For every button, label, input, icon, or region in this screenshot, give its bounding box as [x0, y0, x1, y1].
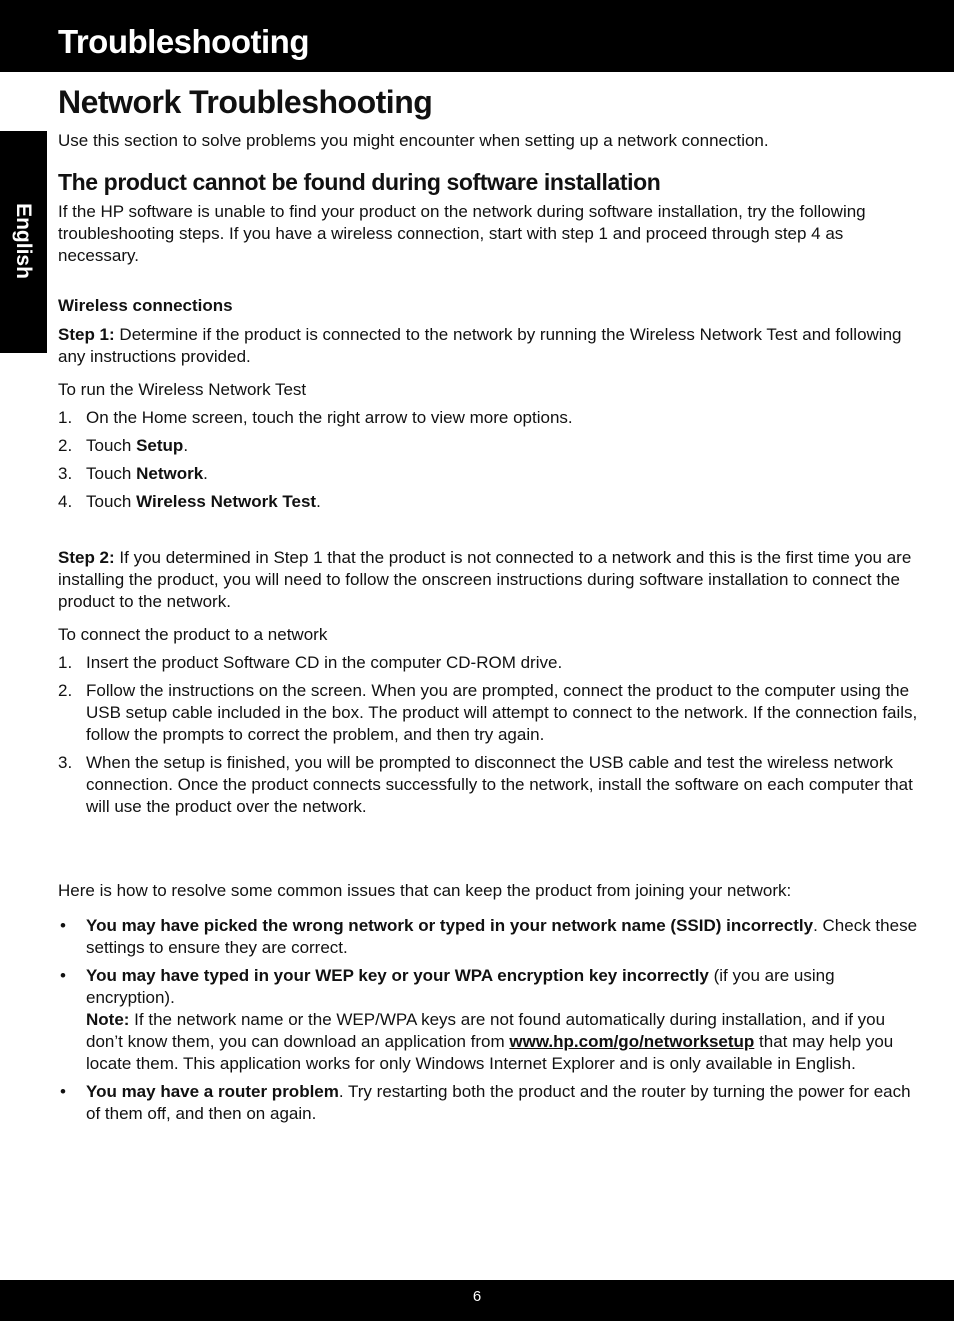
subsection-title: The product cannot be found during software installation	[58, 169, 661, 195]
list-text: Follow the instructions on the screen. When you are prompted, connect the product to the computer using the USB setup cable included in the box. The product will attempt to connect to the network. If the connection fails, follow the prompts to correct the problem, and then try again.	[86, 681, 918, 744]
list-item	[58, 1081, 924, 1125]
list-number: 3.	[58, 753, 73, 772]
list-item	[58, 463, 924, 485]
connect-steps-list	[58, 652, 924, 818]
list-number: 2.	[58, 436, 73, 455]
test-intro: To run the Wireless Network Test	[58, 380, 307, 399]
bullet-glyph: •	[60, 1082, 66, 1101]
page-header-title: Troubleshooting	[58, 23, 309, 60]
issue-text: . Try restarting both the product and the router by turning the power for each of them off, and then on again.	[86, 1082, 911, 1123]
step1-paragraph	[58, 324, 924, 368]
page-number: 6	[472, 1288, 482, 1305]
list-number: 4.	[58, 492, 73, 511]
step2-paragraph	[58, 547, 924, 613]
note-label: Note:	[86, 1010, 130, 1029]
list-item	[58, 915, 924, 959]
list-item	[58, 652, 924, 674]
connect-intro: To connect the product to a network	[58, 625, 328, 644]
step1-text: Determine if the product is connected to the network by running the Wireless Network Test and following any instructions provided.	[58, 325, 902, 366]
list-item	[58, 407, 924, 429]
list-text-end: .	[183, 436, 189, 455]
list-item	[58, 752, 924, 818]
list-number: 2.	[58, 681, 73, 700]
page-content	[58, 80, 924, 1125]
section-title: Network Troubleshooting	[58, 84, 433, 120]
list-item	[58, 680, 924, 746]
list-text: Touch	[86, 464, 137, 483]
header-bar	[0, 0, 954, 72]
list-text: On the Home screen, touch the right arrow to view more options.	[86, 408, 573, 427]
issue-text: (if you are using encryption).	[86, 966, 835, 1007]
wireless-heading: Wireless connections	[58, 296, 233, 315]
issue-text: . Check these settings to ensure they are correct.	[86, 916, 918, 957]
step1-label: Step 1:	[58, 325, 115, 344]
issue-bold: You may have a router problem	[86, 1082, 339, 1101]
list-item	[58, 491, 924, 513]
list-text-end: .	[203, 464, 208, 483]
list-bold: Setup	[136, 436, 184, 455]
language-tab-label: English	[12, 203, 35, 279]
test-steps-list	[58, 407, 924, 513]
list-item	[58, 965, 924, 1075]
list-number: 1.	[58, 408, 73, 427]
subsection-body: If the HP software is unable to find your product on the network during software installation, try the following troubleshooting steps. If you have a wireless connection, start with step 1 and proceed through step 4 as necessary.	[58, 202, 866, 265]
list-text: Insert the product Software CD in the computer CD-ROM drive.	[86, 653, 563, 672]
note-text-end: that may help you locate them. This application works for only Windows Internet Explorer and is only available in English.	[86, 1032, 894, 1073]
section-intro: Use this section to solve problems you might encounter when setting up a network connection.	[58, 131, 769, 150]
networksetup-link[interactable]: www.hp.com/go/networksetup	[509, 1032, 755, 1051]
list-bold: Wireless Network Test	[136, 492, 317, 511]
common-issues-intro: Here is how to resolve some common issues that can keep the product from joining your network:	[58, 881, 792, 900]
list-text: Touch	[86, 436, 137, 455]
list-bold: Network	[136, 464, 204, 483]
list-number: 3.	[58, 464, 73, 483]
note-text: If the network name or the WEP/WPA keys are not found automatically during installation, and if you don’t know them, you can download an application from	[86, 1010, 886, 1051]
list-text: Touch	[86, 492, 137, 511]
list-text: When the setup is finished, you will be prompted to disconnect the USB cable and test the wireless network connection. Once the product connects successfully to the network, install the software on each computer that will use the product over the network.	[86, 753, 913, 816]
common-issues-list	[58, 915, 924, 1125]
issue-bold: You may have picked the wrong network or typed in your network name (SSID) incorrectly	[86, 916, 814, 935]
list-item	[58, 435, 924, 457]
step2-label: Step 2:	[58, 548, 115, 567]
issue-bold: You may have typed in your WEP key or your WPA encryption key incorrectly	[86, 966, 709, 985]
bullet-glyph: •	[60, 966, 66, 985]
step2-text: If you determined in Step 1 that the product is not connected to a network and this is the first time you are installing the product, you will need to follow the onscreen instructions during software installation to connect the product to the network.	[58, 548, 912, 611]
bullet-glyph: •	[60, 916, 66, 935]
list-number: 1.	[58, 653, 73, 672]
list-text-end: .	[316, 492, 321, 511]
